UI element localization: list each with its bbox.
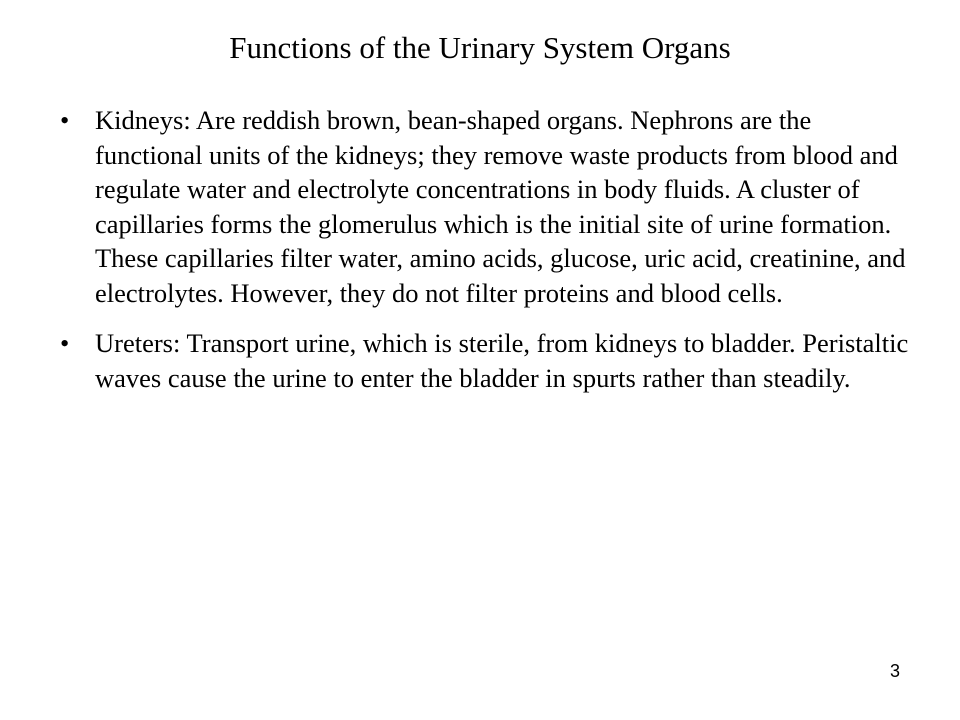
bullet-item-kidneys <box>60 103 920 310</box>
bullet-item-ureters <box>60 326 920 395</box>
slide-title: Functions of the Urinary System Organs <box>229 30 731 65</box>
bullet-list <box>60 103 920 395</box>
bullet-point-icon: • <box>60 105 70 135</box>
bullet-text-ureters: Ureters: Transport urine, which is sterile, from kidneys to bladder. Peristaltic waves cause the urine to enter the bladder in spurts rather than steadily. <box>95 328 909 393</box>
bullet-point-icon: • <box>60 328 70 358</box>
page-number: 3 <box>889 661 900 681</box>
bullet-text-kidneys: Kidneys: Are reddish brown, bean-shaped organs. Nephrons are the functional units of the kidneys; they remove waste products from blood and regulate water and electrolyte concentrations in body fluids. A cluster of capillaries forms the glomerulus which is the initial site of urine formation. These capillaries filter water, amino acids, glucose, uric acid, creatinine, and electrolytes. However, they do not filter proteins and blood cells. <box>95 105 906 308</box>
